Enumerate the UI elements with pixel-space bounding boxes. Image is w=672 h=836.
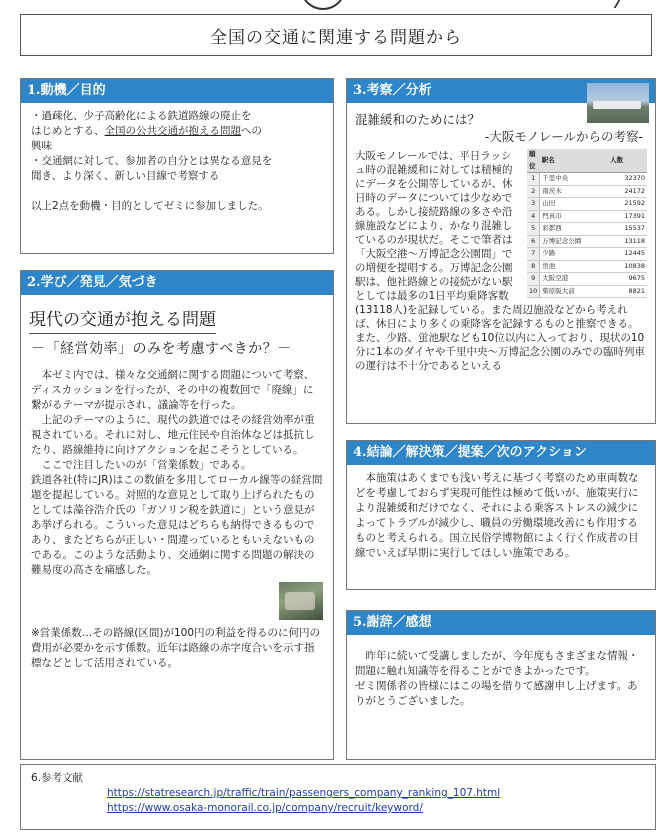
learning-paragraph: 上記のテーマのように、現代の鉄道ではその経営効率が重視されている。それに対し、地元住民や自治体などは抵抗したり、路線維持に向けアクションを起こそうとしている。 <box>31 414 315 456</box>
rank-cell: 3 <box>527 198 540 211</box>
motivation-panel <box>20 78 334 254</box>
learning-footnote: ※営業係数…その路線(区間)が100円の利益を得るのに何円の費用が必要かを示す係数。近年は路線の赤字度合いを示す指標などとして活用されている。 <box>31 627 321 669</box>
page-title-text: 全国の交通に関連する問題から <box>210 27 462 48</box>
table-row <box>527 273 647 286</box>
learning-text <box>21 360 333 578</box>
references-section <box>20 764 656 830</box>
table-row <box>527 260 647 273</box>
learning-paragraph: 本ゼミ内では、様々な交通網に関する問題について考察、ディスカッションを行ったが、その中の複数回で「廃線」に繋がるテーマが提示され、議論等を行った。 <box>31 369 315 411</box>
rank-cell: 1 <box>527 173 540 186</box>
rank-cell: 10 <box>527 285 540 298</box>
analysis-question-sub: -大阪モノレールからの考察- <box>484 129 643 144</box>
analysis-body <box>347 145 655 373</box>
count-cell: 17391 <box>608 210 647 223</box>
reference-link[interactable]: https://www.osaka-monorail.co.jp/company/recruit/keyword/ <box>107 802 423 814</box>
analysis-text: 大阪モノレールでは、平日ラッシュ時の混雑緩和に対しては積極的にデータを公開等しているが、休日時のデータについては少なめである。しかし接続路線の多さや沿線施設などにより、かなり混雑しているのが現状だ。そこで筆者は「大阪空港～万博記念公園間」での増便を提唱する。万博記念公園駅は、他社路線との接続がない駅としては最多の1日平均乗降客数(13118人)を記録している。また周辺施設などから考えれば、休日により多くの乗降客を記録するものと推察できる。また、少路、蛍池駅なども10位以内に入っており、現状の10分に1本のダイヤや千里中央～万博記念公園のみでの臨時列車の運行は不十分であるといえる <box>355 150 645 372</box>
conclusion-header: 4.結論／解決策／提案／次のアクション <box>347 441 655 465</box>
table-header-cell: 順位 <box>527 149 540 173</box>
station-cell: 蛍池 <box>540 260 608 273</box>
motivation-line-6: 以上2点を動機・目的としてゼミに参加しました。 <box>31 200 269 212</box>
analysis-question: 混雑緩和のためには？ <box>355 112 481 127</box>
motivation-body <box>21 103 333 220</box>
analysis-panel <box>346 78 656 424</box>
references-label: 6.参考文献 <box>31 772 84 784</box>
station-ranking-table <box>527 149 647 298</box>
thanks-paragraph: ゼミ関係者の皆様にはこの場を借りて感謝申し上げます。ありがとうございました。 <box>355 680 638 707</box>
station-cell: 門真市 <box>540 210 608 223</box>
table-row <box>527 185 647 198</box>
thanks-header: 5.謝辞／感想 <box>347 611 655 635</box>
station-cell: 少路 <box>540 248 608 261</box>
corner-mark <box>602 0 621 8</box>
conclusion-text: 本施策はあくまでも浅い考えに基づく考察のため車両数などを考慮しておらず実現可能性は極めて低いが、施策実行により混雑緩和だけでなく、それによる乗客ストレスの減少によってトラブルが減少し、職員の労働環境改善にも作用するものと考えられる。国立民俗学博物館によく行く作成者の目線でいえば早期に実行してほしい施策である。 <box>355 472 639 559</box>
station-cell: 千里中央 <box>540 173 608 186</box>
rank-cell: 6 <box>527 235 540 248</box>
logo-fragment <box>300 0 346 10</box>
rank-cell: 5 <box>527 223 540 236</box>
motivation-line-2 <box>31 124 323 139</box>
rank-cell: 9 <box>527 273 540 286</box>
table-row <box>527 235 647 248</box>
motivation-line-4: ・交通網に対して、参加者の自分とは異なる意見を <box>31 155 273 167</box>
count-cell: 12445 <box>608 248 647 261</box>
station-cell: 大阪空港 <box>540 273 608 286</box>
page-title <box>20 14 652 56</box>
table-header-cell: 駅名 <box>540 149 608 173</box>
table-header-cell: 人数 <box>608 149 647 173</box>
table-row <box>527 223 647 236</box>
rank-cell: 4 <box>527 210 540 223</box>
count-cell: 32370 <box>608 173 647 186</box>
count-cell: 9675 <box>608 273 647 286</box>
motivation-line-2-start: はじめとする、 <box>31 125 105 137</box>
motivation-line-5: 聞き、より深く、新しい目線で考察する <box>31 170 220 182</box>
table-row <box>527 285 647 298</box>
table-row <box>527 248 647 261</box>
station-cell: 万博記念公園 <box>540 235 608 248</box>
motivation-underlined-phrase: 全国の公共交通が抱える問題 <box>104 125 241 137</box>
table-header-row <box>527 149 647 173</box>
count-cell: 10838 <box>608 260 647 273</box>
conclusion-panel <box>346 440 656 590</box>
count-cell: 13118 <box>608 235 647 248</box>
count-cell: 8821 <box>608 285 647 298</box>
thanks-paragraph: 昨年に続いて受講しましたが、今年度もさまざまな情報・問題に触れ知識等を得ることができよかったです。 <box>355 650 639 677</box>
motivation-line-2-end: への <box>241 125 262 137</box>
motivation-line-1: ・過疎化、少子高齢化による鉄道路線の廃止を <box>31 110 252 122</box>
station-cell: 柴原阪大前 <box>540 285 608 298</box>
learning-paragraph: 鉄道各社(特にJR)はこの数値を多用してローカル線等の経営問題を提起している。対照的な意見として取り上げられたものとしては藻谷浩介氏の「ガソリン税を鉄道に」という意見があ挙げられる。こういった意見はどちらも納得できるものであり、またどちらが正しい・間違っているともいえないものである。このような活動より、交通網に関する問題の解決の難易度の高さを痛感した。 <box>31 474 323 576</box>
station-cell: 彩都西 <box>540 223 608 236</box>
rank-cell: 8 <box>527 260 540 273</box>
monorail-photo <box>587 83 649 123</box>
station-cell: 山田 <box>540 198 608 211</box>
motivation-line-3: 興味 <box>31 140 52 152</box>
count-cell: 24172 <box>608 185 647 198</box>
reference-link[interactable]: https://statresearch.jp/traffic/train/passengers_company_ranking_107.html <box>107 787 501 799</box>
learning-title: 現代の交通が抱える問題 <box>29 309 216 334</box>
table-row <box>527 198 647 211</box>
station-cell: 南茨木 <box>540 185 608 198</box>
learning-header: 2.学び／発見／気づき <box>21 271 333 295</box>
table-row <box>527 173 647 186</box>
rank-cell: 2 <box>527 185 540 198</box>
count-cell: 15537 <box>608 223 647 236</box>
seminar-photo <box>279 582 323 620</box>
table-row <box>527 210 647 223</box>
analysis-header: 3.考察／分析 <box>347 79 655 103</box>
motivation-header: 1.動機／目的 <box>21 79 333 103</box>
learning-panel <box>20 270 334 760</box>
rank-cell: 7 <box>527 248 540 261</box>
learning-subtitle: －「経営効率」のみを考慮すべきか？－ <box>31 341 292 357</box>
thanks-panel <box>346 610 656 760</box>
count-cell: 21592 <box>608 198 647 211</box>
learning-paragraph: ここで注目したいのが「営業係数」である。 <box>41 459 252 471</box>
